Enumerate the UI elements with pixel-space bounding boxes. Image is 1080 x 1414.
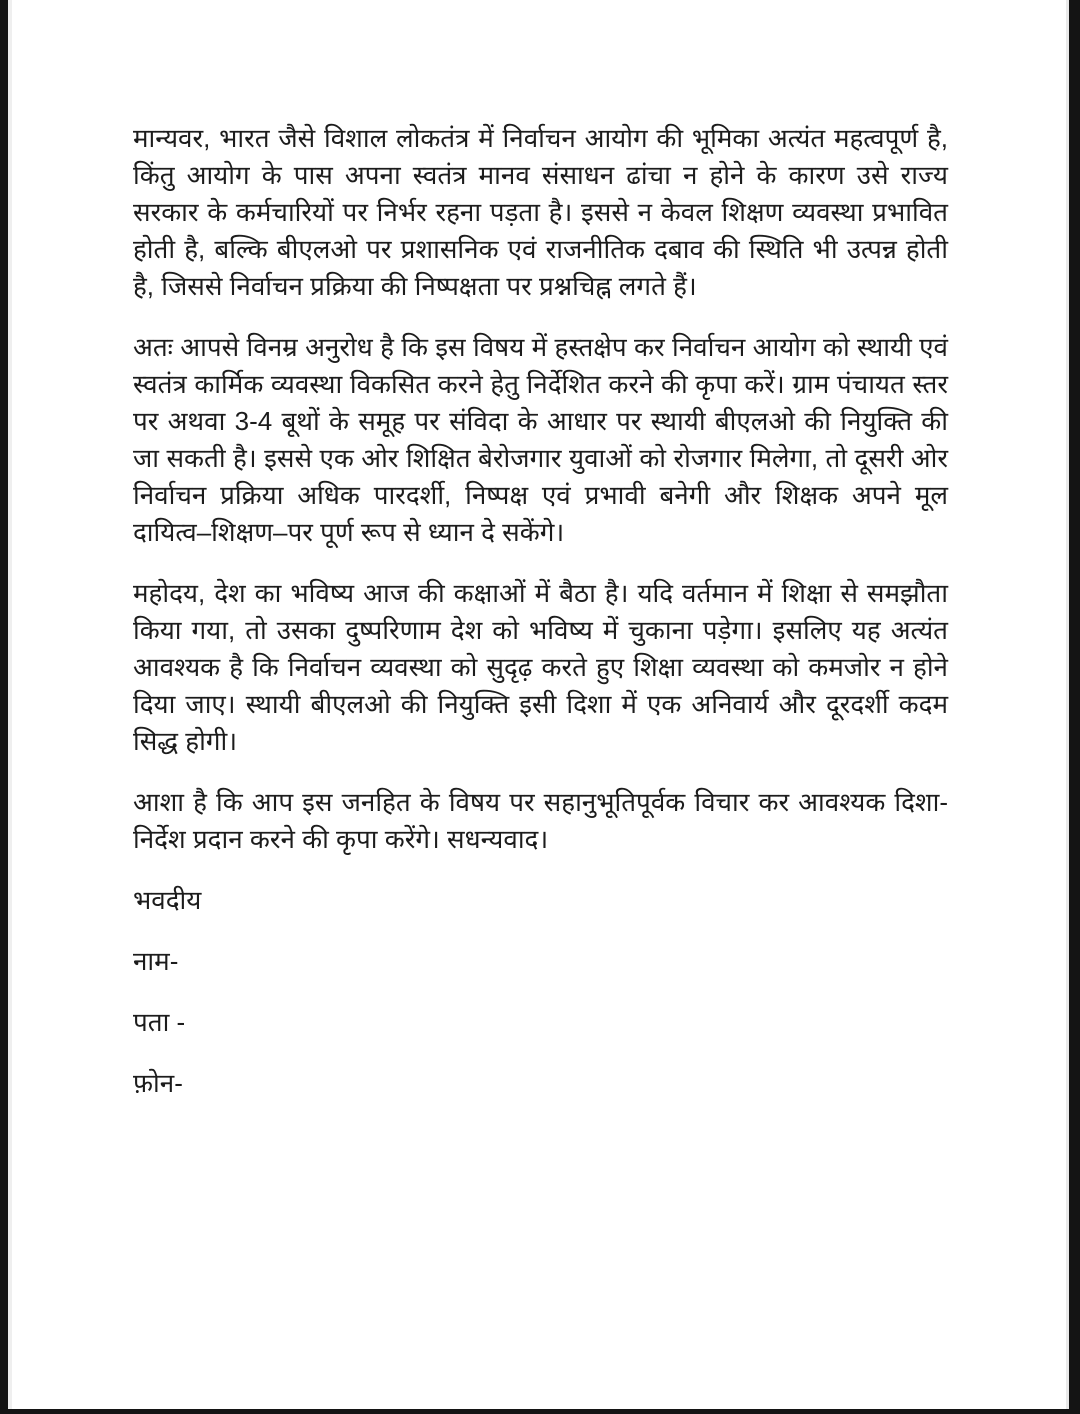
letter-paragraph-3: महोदय, देश का भविष्य आज की कक्षाओं में बैठा है। यदि वर्तमान में शिक्षा से समझौता किया गया, तो उसका दुष्परिणाम देश को भविष्य में चुकाना पड़ेगा। इसलिए यह अत्यंत आवश्यक है कि निर्वाचन व्यवस्था को सुदृढ़ करते हुए शिक्षा व्यवस्था को कमजोर न होने दिया जाए। स्थायी बीएलओ की नियुक्ति इसी दिशा में एक अनिवार्य और दूरदर्शी कदम सिद्ध होगी। bbox=[133, 578, 948, 756]
bottom-edge-bar bbox=[0, 1409, 1080, 1414]
letter-paragraph-4: आशा है कि आप इस जनहित के विषय पर सहानुभूतिपूर्वक विचार कर आवश्यक दिशा-निर्देश प्रदान करने की कृपा करेंगे। सधन्यवाद। bbox=[133, 787, 948, 854]
signature-name-field: नाम- bbox=[133, 946, 179, 976]
letter-body bbox=[133, 120, 948, 1126]
signature-address-field: पता - bbox=[133, 1007, 186, 1037]
letter-paragraph-2: अतः आपसे विनम्र अनुरोध है कि इस विषय में हस्तक्षेप कर निर्वाचन आयोग को स्थायी एवं स्वतंत्र कार्मिक व्यवस्था विकसित करने हेतु निर्देशित करने की कृपा करें। ग्राम पंचायत स्तर पर अथवा 3-4 बूथों के समूह पर संविदा के आधार पर स्थायी बीएलओ की नियुक्ति की जा सकती है। इससे एक ओर शिक्षित बेरोजगार युवाओं को रोजगार मिलेगा, तो दूसरी ओर निर्वाचन प्रक्रिया अधिक पारदर्शी, निष्पक्ष एवं प्रभावी बनेगी और शिक्षक अपने मूल दायित्व–शिक्षण–पर पूर्ण रूप से ध्यान दे सकेंगे। bbox=[133, 332, 948, 547]
left-edge-bar bbox=[0, 0, 8, 1414]
letter-closing: भवदीय bbox=[133, 885, 202, 915]
left-edge-shadow bbox=[8, 0, 12, 1414]
signature-phone-field: फ़ोन- bbox=[133, 1068, 183, 1098]
letter-paragraph-1: मान्यवर, भारत जैसे विशाल लोकतंत्र में निर्वाचन आयोग की भूमिका अत्यंत महत्वपूर्ण है, किंतु आयोग के पास अपना स्वतंत्र मानव संसाधन ढांचा न होने के कारण उसे राज्य सरकार के कर्मचारियों पर निर्भर रहना पड़ता है। इससे न केवल शिक्षण व्यवस्था प्रभावित होती है, बल्कि बीएलओ पर प्रशासनिक एवं राजनीतिक दबाव की स्थिति भी उत्पन्न होती है, जिससे निर्वाचन प्रक्रिया की निष्पक्षता पर प्रश्नचिह्न लगते हैं। bbox=[133, 123, 948, 301]
right-edge-bar bbox=[1069, 0, 1080, 1414]
